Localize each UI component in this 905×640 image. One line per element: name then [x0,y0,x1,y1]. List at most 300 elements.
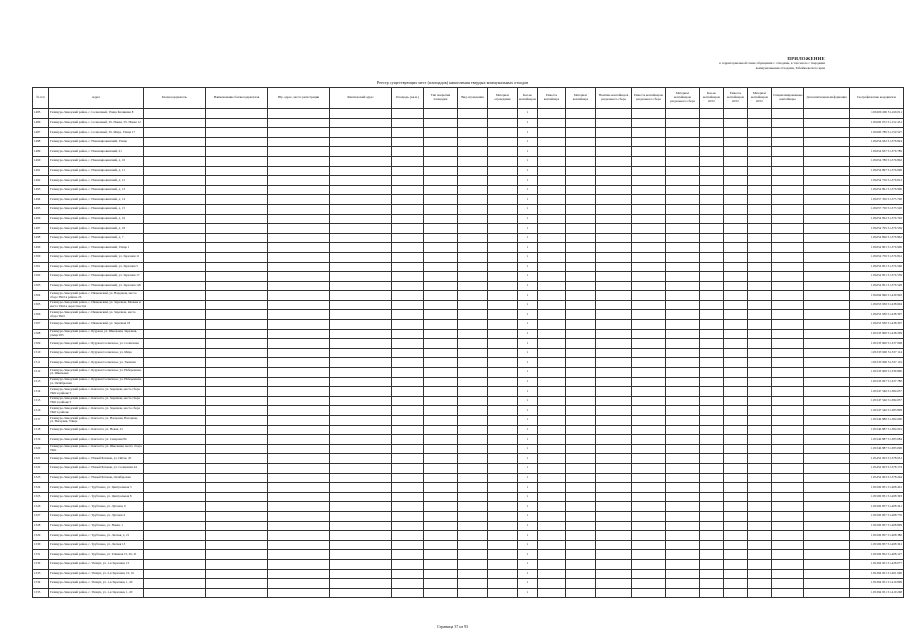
empty-cell [666,262,700,272]
empty-cell [330,502,392,512]
empty-cell [144,176,206,186]
container-count-cell: 1 [518,540,538,550]
empty-cell [632,233,666,243]
empty-cell [392,569,424,579]
row-number: 1485 [33,109,49,119]
empty-cell [392,483,424,493]
empty-cell [144,291,206,301]
table-row [33,147,904,157]
empty-cell [700,425,724,435]
table-row [33,243,904,253]
empty-cell [144,156,206,166]
empty-cell [488,435,518,445]
empty-cell [538,521,566,531]
table-row [33,511,904,521]
empty-cell [700,166,724,176]
empty-cell [596,156,632,166]
empty-cell [748,156,772,166]
table-row [33,368,904,378]
coordinates-cell: 118.394 951 51.428 077 [850,559,904,569]
empty-cell [596,416,632,426]
empty-cell [144,550,206,560]
empty-cell [392,358,424,368]
empty-cell [392,473,424,483]
column-header: Материал контейнеров КГО [748,88,772,109]
empty-cell [804,214,850,224]
empty-cell [666,291,700,301]
empty-cell [458,483,488,493]
empty-cell [632,502,666,512]
empty-cell [458,262,488,272]
empty-cell [538,406,566,416]
empty-cell [748,281,772,291]
empty-cell [632,387,666,397]
empty-cell [666,502,700,512]
table-row [33,387,904,397]
empty-cell [666,233,700,243]
table-row [33,416,904,426]
empty-cell [700,588,724,598]
container-count-cell: 1 [518,262,538,272]
row-number: 1494 [33,195,49,205]
empty-cell [666,339,700,349]
empty-cell [700,195,724,205]
address-cell: Газимуро-Заводский район, с. Новоширокинский, д. 18 [49,224,144,234]
empty-cell [330,569,392,579]
empty-cell [538,425,566,435]
empty-cell [804,224,850,234]
empty-cell [268,166,330,176]
empty-cell [392,377,424,387]
empty-cell [724,329,748,339]
empty-cell [666,463,700,473]
empty-cell [424,540,458,550]
empty-cell [666,243,700,253]
row-number: 1519 [33,435,49,445]
coordinates-cell: 118.546 887 51.384 001 [850,425,904,435]
empty-cell [392,435,424,445]
empty-cell [538,416,566,426]
empty-cell [700,185,724,195]
empty-cell [268,444,330,454]
coordinates-cell: 118.054 806 51.376 862 [850,233,904,243]
empty-cell [748,329,772,339]
empty-cell [538,588,566,598]
empty-cell [458,358,488,368]
column-header: Материал ограждения [488,88,518,109]
empty-cell [724,444,748,454]
empty-cell [488,233,518,243]
coordinates-cell: 118.533 900 51.337 114 [850,348,904,358]
address-cell: Газимуро-Заводский район, с. Кактолга, ул. Нагорная, Нагорная, ул. Нагорная, Улица [49,416,144,426]
coordinates-cell: 118.533 927 51.337 780 [850,377,904,387]
empty-cell [424,387,458,397]
column-header: Емкость контейнеров раздельного сбора [632,88,666,109]
column-header: Кол-во контейнеров [518,88,538,109]
empty-cell [424,559,458,569]
empty-cell [206,569,268,579]
empty-cell [206,329,268,339]
empty-cell [772,368,804,378]
empty-cell [392,300,424,310]
empty-cell [268,550,330,560]
empty-cell [458,473,488,483]
empty-cell [206,348,268,358]
empty-cell [596,358,632,368]
empty-cell [268,137,330,147]
empty-cell [596,137,632,147]
empty-cell [144,579,206,589]
empty-cell [144,569,206,579]
empty-cell [206,224,268,234]
empty-cell [538,540,566,550]
table-row [33,377,904,387]
empty-cell [330,521,392,531]
empty-cell [424,166,458,176]
empty-cell [804,588,850,598]
empty-cell [566,137,596,147]
empty-cell [632,416,666,426]
empty-cell [458,195,488,205]
empty-cell [804,339,850,349]
empty-cell [700,137,724,147]
empty-cell [748,300,772,310]
empty-cell [748,348,772,358]
empty-cell [488,109,518,119]
coordinates-cell: 118.533 900 51.337 116 [850,358,904,368]
empty-cell [538,224,566,234]
empty-cell [538,339,566,349]
row-number: 1529 [33,531,49,541]
empty-cell [458,550,488,560]
empty-cell [424,473,458,483]
empty-cell [330,454,392,464]
empty-cell [488,579,518,589]
empty-cell [268,358,330,368]
empty-cell [566,272,596,282]
empty-cell [596,176,632,186]
empty-cell [666,195,700,205]
empty-cell [632,511,666,521]
empty-cell [666,559,700,569]
empty-cell [538,435,566,445]
empty-cell [700,348,724,358]
empty-cell [804,425,850,435]
empty-cell [724,291,748,301]
empty-cell [538,377,566,387]
empty-cell [488,195,518,205]
table-row [33,137,904,147]
container-count-cell: 1 [518,147,538,157]
empty-cell [538,502,566,512]
coordinates-cell: 118.506 851 51.408 393 [850,492,904,502]
empty-cell [538,454,566,464]
empty-cell [330,252,392,262]
empty-cell [206,291,268,301]
coordinates-cell: 118.546 887 51.383 084 [850,435,904,445]
empty-cell [488,588,518,598]
empty-cell [632,204,666,214]
empty-cell [632,454,666,464]
empty-cell [566,521,596,531]
container-count-cell: 1 [518,502,538,512]
empty-cell [596,243,632,253]
row-number: 1520 [33,444,49,454]
row-number: 1524 [33,483,49,493]
empty-cell [488,569,518,579]
container-count-cell: 1 [518,281,538,291]
empty-cell [392,214,424,224]
empty-cell [458,224,488,234]
empty-cell [458,348,488,358]
empty-cell [666,176,700,186]
empty-cell [666,550,700,560]
empty-cell [538,387,566,397]
column-header: Специализированные контейнеры [772,88,804,109]
empty-cell [206,252,268,262]
empty-cell [144,435,206,445]
empty-cell [424,291,458,301]
empty-cell [596,329,632,339]
empty-cell [424,262,458,272]
table-row [33,195,904,205]
empty-cell [772,531,804,541]
empty-cell [596,291,632,301]
column-header: Юр. адрес, место регистрации [268,88,330,109]
empty-cell [206,128,268,138]
empty-cell [424,214,458,224]
empty-cell [424,521,458,531]
coordinates-cell: 118.394 951 51.419 268 [850,588,904,598]
empty-cell [330,281,392,291]
empty-cell [488,329,518,339]
empty-cell [804,252,850,262]
empty-cell [724,531,748,541]
empty-cell [144,502,206,512]
empty-cell [700,281,724,291]
empty-cell [748,396,772,406]
empty-cell [144,233,206,243]
page-footer: Страница 37 из 93 [436,624,469,629]
empty-cell [596,540,632,550]
empty-cell [538,300,566,310]
empty-cell [206,137,268,147]
empty-cell [488,425,518,435]
coordinates-cell: 118.057 750 51.375 520 [850,204,904,214]
coordinates-cell: 118.054 750 51.376 812 [850,252,904,262]
empty-cell [724,300,748,310]
empty-cell [488,531,518,541]
empty-cell [330,185,392,195]
table-header-row [33,88,904,109]
empty-cell [458,281,488,291]
table-row [33,176,904,186]
empty-cell [392,329,424,339]
empty-cell [666,416,700,426]
empty-cell [206,176,268,186]
empty-cell [804,156,850,166]
row-number: 1487 [33,128,49,138]
empty-cell [144,109,206,119]
empty-cell [804,262,850,272]
empty-cell [772,540,804,550]
row-number: 1517 [33,416,49,426]
empty-cell [424,348,458,358]
empty-cell [144,483,206,493]
empty-cell [700,502,724,512]
empty-cell [424,252,458,262]
empty-cell [330,473,392,483]
empty-cell [330,176,392,186]
empty-cell [392,396,424,406]
empty-cell [804,300,850,310]
empty-cell [268,262,330,272]
empty-cell [206,540,268,550]
empty-cell [596,128,632,138]
empty-cell [268,147,330,157]
container-count-cell: 1 [518,444,538,454]
coordinates-cell: 118.053 930 51.438 307 [850,320,904,330]
empty-cell [330,195,392,205]
empty-cell [772,406,804,416]
empty-cell [268,224,330,234]
empty-cell [666,128,700,138]
empty-cell [700,521,724,531]
coordinates-cell: 118.394 951 51.401 600 [850,569,904,579]
empty-cell [424,137,458,147]
empty-cell [804,358,850,368]
empty-cell [804,559,850,569]
empty-cell [488,310,518,320]
empty-cell [330,147,392,157]
row-number: 1486 [33,118,49,128]
container-count-cell: 1 [518,511,538,521]
coordinates-cell: 118.506 857 51.408 809 [850,521,904,531]
empty-cell [772,137,804,147]
empty-cell [330,339,392,349]
empty-cell [392,185,424,195]
empty-cell [538,310,566,320]
container-count-cell: 1 [518,166,538,176]
empty-cell [566,483,596,493]
empty-cell [700,454,724,464]
address-cell: Газимуро-Заводский район, с. Ивановский, ул. Заречная, место сбора ТКО [49,310,144,320]
empty-cell [392,109,424,119]
empty-cell [268,128,330,138]
empty-cell [488,377,518,387]
empty-cell [596,406,632,416]
empty-cell [666,147,700,157]
coordinates-cell: 118.533 900 51.337 008 [850,339,904,349]
empty-cell [632,358,666,368]
empty-cell [144,368,206,378]
empty-cell [538,137,566,147]
address-cell: Газимуро-Заводский район, с. Новый Батакан, ул. Пятая, 45 [49,454,144,464]
row-number: 1514 [33,387,49,397]
empty-cell [330,224,392,234]
empty-cell [632,559,666,569]
empty-cell [392,579,424,589]
empty-cell [488,300,518,310]
empty-cell [330,540,392,550]
empty-cell [424,185,458,195]
empty-cell [632,109,666,119]
empty-cell [724,396,748,406]
empty-cell [804,185,850,195]
registry-table [32,87,904,598]
table-row [33,463,904,473]
empty-cell [488,147,518,157]
empty-cell [144,320,206,330]
address-cell: Газимуро-Заводский район, с. Кактолга, ул. Заречная, место сбора ТКО в районе [49,406,144,416]
empty-cell [724,511,748,521]
row-number: 1495 [33,204,49,214]
empty-cell [748,185,772,195]
empty-cell [206,502,268,512]
empty-cell [538,579,566,589]
empty-cell [206,387,268,397]
empty-cell [424,281,458,291]
empty-cell [724,521,748,531]
empty-cell [488,118,518,128]
container-count-cell: 1 [518,531,538,541]
empty-cell [268,176,330,186]
empty-cell [748,550,772,560]
empty-cell [748,435,772,445]
empty-cell [144,425,206,435]
empty-cell [144,387,206,397]
address-cell: Газимуро-Заводский район, с. Трубачево, ул. Лесная, д. 21 [49,531,144,541]
empty-cell [206,368,268,378]
empty-cell [566,109,596,119]
empty-cell [458,118,488,128]
empty-cell [458,156,488,166]
empty-cell [458,416,488,426]
empty-cell [772,396,804,406]
empty-cell [566,291,596,301]
empty-cell [392,262,424,272]
empty-cell [666,224,700,234]
coordinates-cell: 118.094 996 51.439 992 [850,291,904,301]
empty-cell [666,329,700,339]
empty-cell [144,444,206,454]
empty-cell [566,262,596,272]
empty-cell [666,204,700,214]
empty-cell [700,435,724,445]
empty-cell [424,300,458,310]
empty-cell [206,396,268,406]
coordinates-cell: 118.054 932 51.376 824 [850,137,904,147]
empty-cell [632,214,666,224]
empty-cell [458,569,488,579]
empty-cell [144,588,206,598]
row-number: 1525 [33,492,49,502]
empty-cell [596,300,632,310]
empty-cell [724,348,748,358]
empty-cell [144,185,206,195]
empty-cell [488,320,518,330]
empty-cell [632,339,666,349]
row-number: 1491 [33,166,49,176]
empty-cell [538,550,566,560]
empty-cell [772,109,804,119]
empty-cell [330,531,392,541]
empty-cell [268,463,330,473]
container-count-cell: 1 [518,310,538,320]
empty-cell [772,559,804,569]
empty-cell [424,588,458,598]
empty-cell [772,281,804,291]
